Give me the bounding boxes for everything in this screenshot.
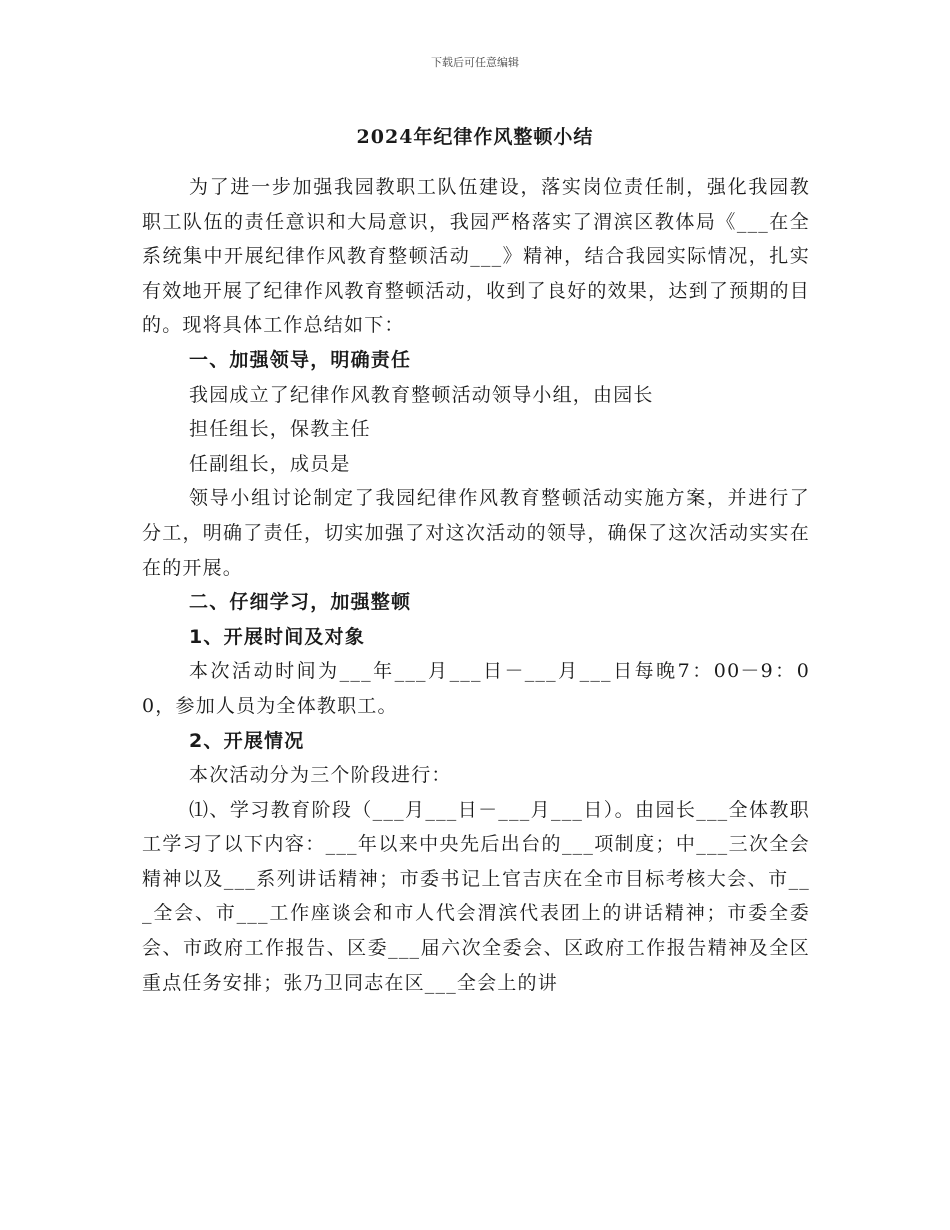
body-paragraph: 任副组长，成员是: [189, 452, 351, 475]
document-body: [142, 170, 810, 1000]
body-paragraph: 领导小组讨论制定了我园纪律作风教育整顿活动实施方案，并进行了分工，明确了责任，切实加强了对这次活动的领导，确保了这次活动实实在在的开展。: [142, 487, 810, 579]
section-heading-2: 二、仔细学习，加强整顿: [189, 591, 412, 614]
body-paragraph: 我园成立了纪律作风教育整顿活动领导小组，由园长: [189, 383, 654, 406]
document-title: 2024年纪律作风整顿小结: [356, 126, 594, 148]
body-paragraph: 担任组长，保教主任: [189, 418, 371, 441]
subsection-heading-2: 2、开展情况: [189, 729, 305, 752]
intro-paragraph: 为了进一步加强我园教职工队伍建设，落实岗位责任制，强化我园教职工队伍的责任意识和大局意识，我园严格落实了渭滨区教体局《___在全系统集中开展纪律作风教育整顿活动___》精神，结合我园实际情况，扎实有效地开展了纪律作风教育整顿活动，收到了良好的效果，达到了预期的目的。现将具体工作总结如下：: [142, 176, 810, 337]
subsection-heading-1: 1、开展时间及对象: [189, 625, 366, 648]
header-note: 下载后可任意编辑: [431, 56, 519, 69]
section-heading-1: 一、加强领导，明确责任: [189, 348, 412, 371]
body-paragraph: 本次活动时间为___年___月___日－___月___日每晚7：00－9：00，参加人员为全体教职工。: [142, 660, 810, 717]
body-paragraph: 本次活动分为三个阶段进行：: [189, 764, 452, 787]
body-paragraph: ⑴、学习教育阶段（___月___日－___月___日）。由园长___全体教职工学习了以下内容：___年以来中央先后出台的___项制度；中___三次全会精神以及___系列讲话精神；市委书记上官吉庆在全市目标考核大会、市___全会、市___工作座谈会和市人代会渭滨代表团上的讲话精神；市委全委会、市政府工作报告、区委___届六次全委会、区政府工作报告精神及全区重点任务安排；张乃卫同志在区___全会上的讲: [142, 798, 810, 994]
